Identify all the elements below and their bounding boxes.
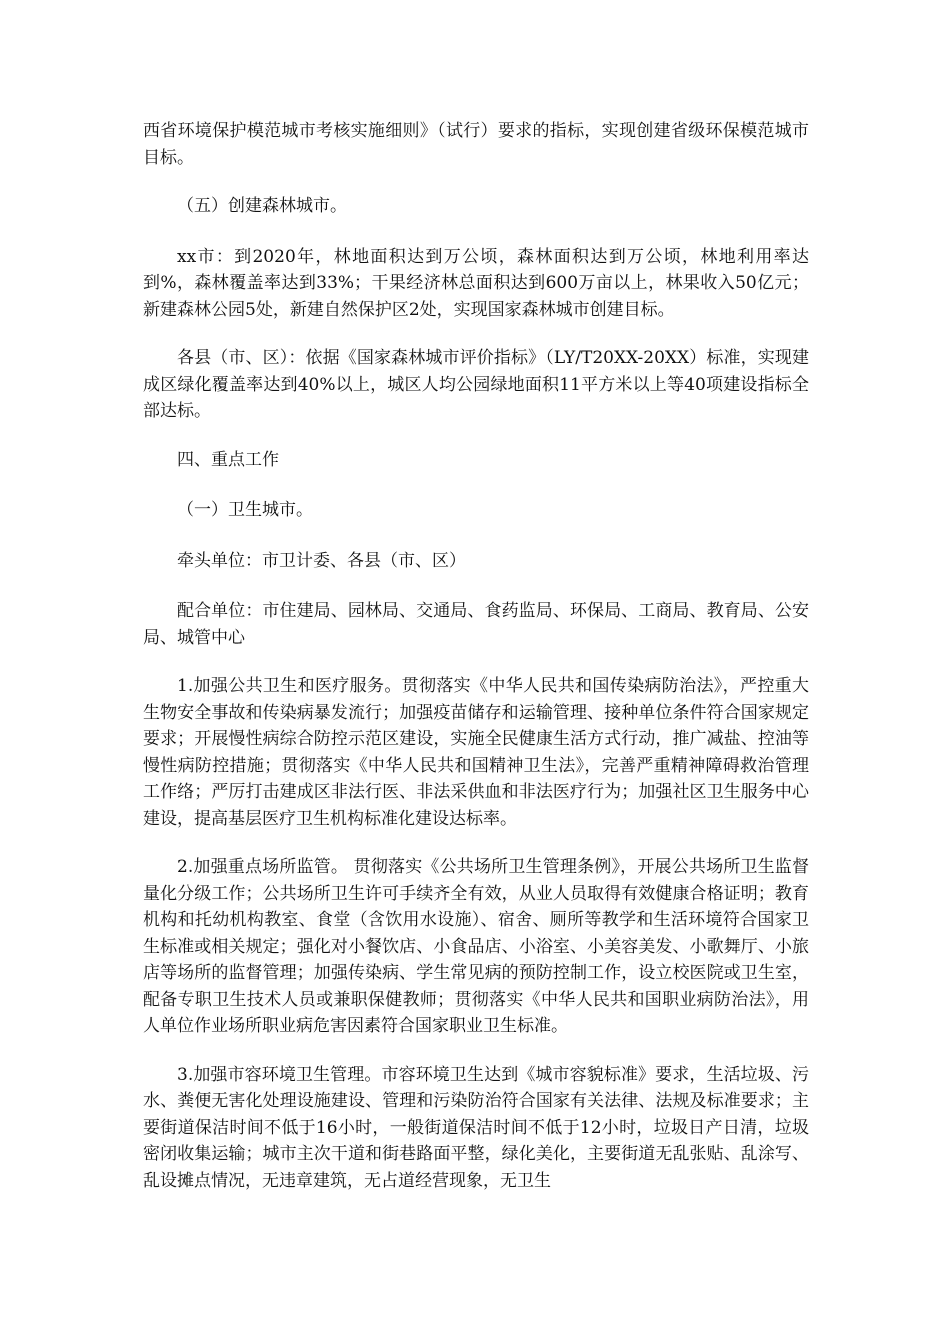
item-2-venue-supervision: 2.加强重点场所监管。 贯彻落实《公共场所卫生管理条例》，开展公共场所卫生监督量化分级工作；公共场所卫生许可手续齐全有效，从业人员取得有效健康合格证明；教育机构和托幼机构教室、食堂（含饮用水设施）、宿舍、厕所等教学和生活环境符合国家卫生标准或相关规定；强化对小餐饮店、小食品店、小浴室、小美容美发、小歌舞厅、小旅店等场所的监督管理；加强传染病、学生常见病的预防控制工作，设立校医院或卫生室，配备专职卫生技术人员或兼职保健教师；贯彻落实《中华人民共和国职业病防治法》，用人单位作业场所职业病危害因素符合国家职业卫生标准。 [143, 857, 809, 1036]
item-3-city-sanitation: 3.加强市容环境卫生管理。市容环境卫生达到《城市容貌标准》要求，生活垃圾、污水、粪便无害化处理设施建设、管理和污染防治符合国家有关法律、法规及标准要求；主要街道保洁时间不低于16小时，一般街道保洁时间不低于12小时，垃圾日产日清，垃圾密闭收集运输；城市主次干道和街巷路面平整，绿化美化，主要街道无乱张贴、乱涂写、乱设摊点情况，无违章建筑，无占道经营现象，无卫生 [143, 1064, 809, 1191]
section-heading-key-work: 四、重点工作 [177, 449, 279, 470]
paragraph-city-forest-targets: xx市：到2020年，林地面积达到万公顷，森林面积达到万公顷，林地利用率达到%，森林覆盖率达到33%；干果经济林总面积达到600万亩以上，林果收入50亿元；新建森林公园5处，新建自然保护区2处，实现国家森林城市创建目标。 [143, 246, 809, 320]
lead-unit-line: 牵头单位：市卫计委、各县（市、区） [177, 550, 466, 571]
section-heading-forest-city: （五）创建森林城市。 [177, 196, 347, 216]
document-body [143, 118, 809, 1216]
subsection-heading-health-city: （一）卫生城市。 [177, 500, 313, 520]
item-1-public-health: 1.加强公共卫生和医疗服务。贯彻落实《中华人民共和国传染病防治法》，严控重大生物安全事故和传染病暴发流行；加强疫苗储存和运输管理、接种单位条件符合国家规定要求；开展慢性病综合防控示范区建设，实施全民健康生活方式行动，推广减盐、控油等慢性病防控措施；贯彻落实《中华人民共和国精神卫生法》，完善严重精神障碍救治管理工作络；严厉打击建成区非法行医、非法采供血和非法医疗行为；加强社区卫生服务中心建设，提高基层医疗卫生机构标准化建设达标率。 [143, 676, 809, 829]
cooperating-units-line: 配合单位：市住建局、园林局、交通局、食药监局、环保局、工商局、教育局、公安局、城管中心 [143, 601, 809, 648]
paragraph-county-forest-targets: 各县（市、区）：依据《国家森林城市评价指标》（LY/T20XX-20XX）标准，实现建成区绿化覆盖率达到40%以上，城区人均公园绿地面积11平方米以上等40项建设指标全部达标。 [143, 348, 809, 421]
paragraph-continuation: 西省环境保护模范城市考核实施细则》（试行）要求的指标，实现创建省级环保模范城市目标。 [143, 121, 809, 168]
